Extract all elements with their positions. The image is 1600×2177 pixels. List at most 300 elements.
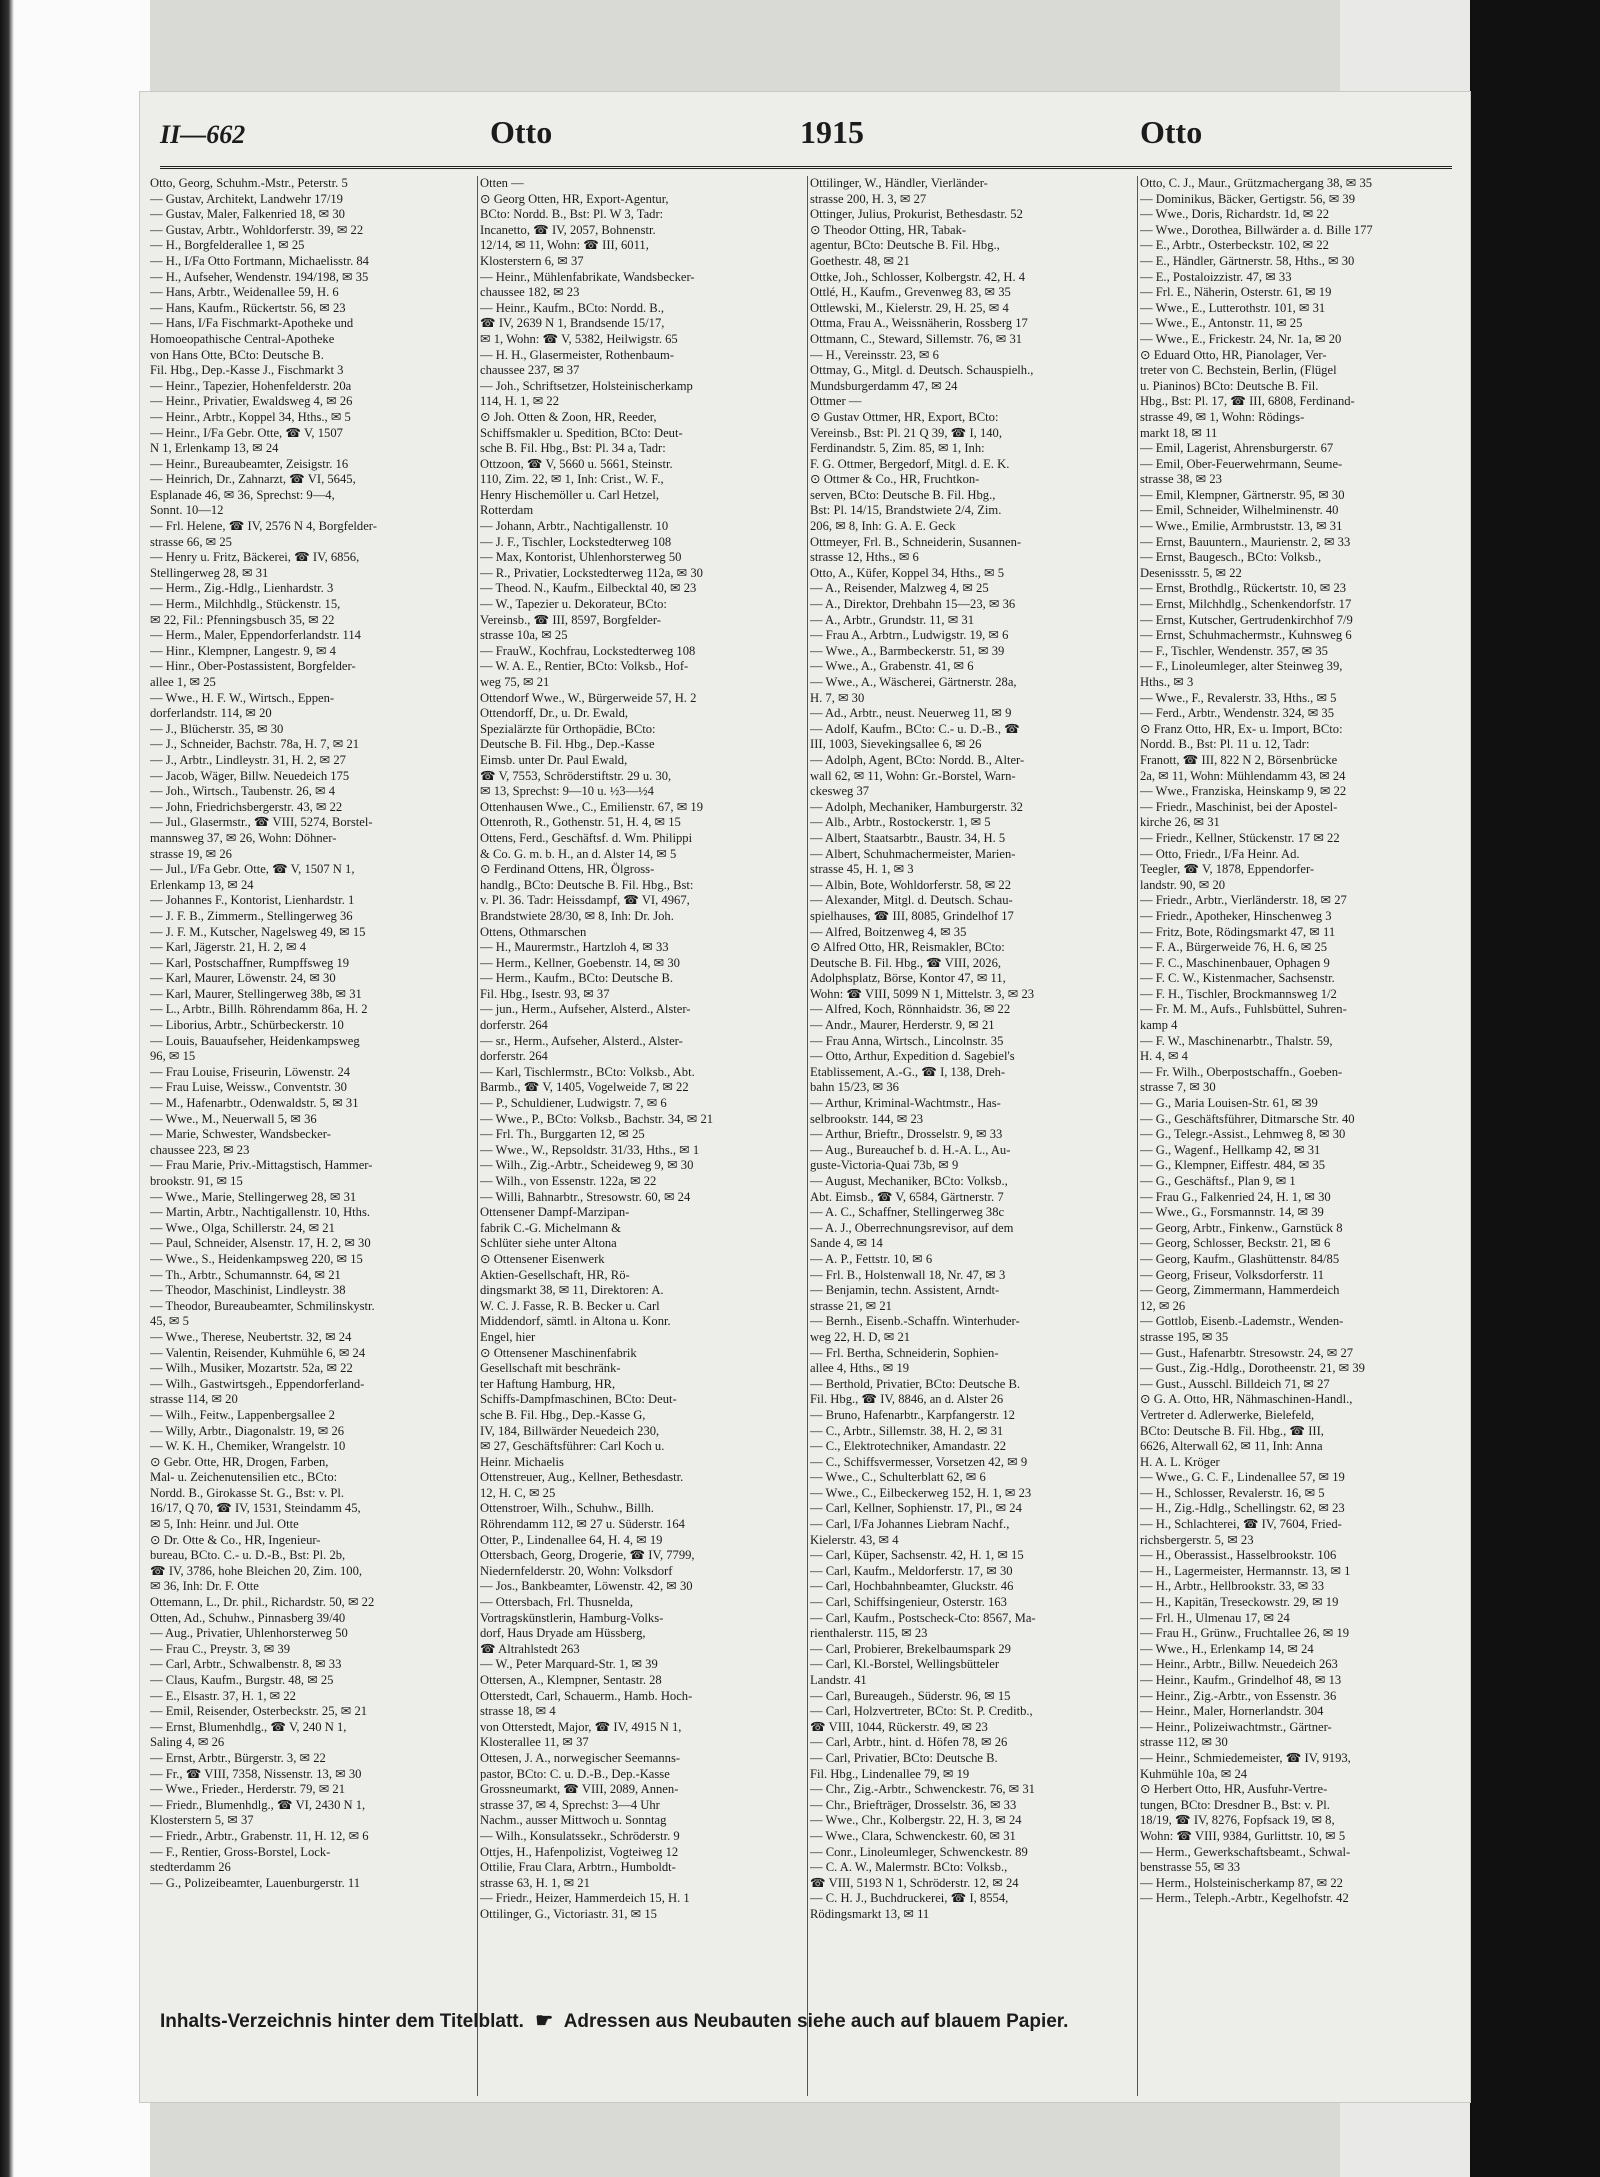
directory-entry-line: Middendorf, sämtl. in Altona u. Konr. — [480, 1314, 671, 1329]
directory-entry-line: — Heinr., Zig.-Arbtr., von Essenstr. 36 — [1140, 1688, 1337, 1703]
directory-entry-line: strasse 37, ✉ 4, Sprechst: 3—4 Uhr — [480, 1797, 660, 1812]
directory-entry-line: 206, ✉ 8, Inh: G. A. E. Geck — [810, 519, 956, 534]
directory-entry-line: tungen, BCto: Dresdner B., Bst: v. Pl. — [1140, 1797, 1330, 1812]
directory-entry-line: — Adolf, Kaufm., BCto: C.- u. D.-B., ☎ — [810, 721, 1020, 736]
directory-entry-line: — Karl, Tischlermstr., BCto: Volksb., Abt. — [480, 1064, 695, 1079]
directory-entry-line: — Herm., Zig.-Hdlg., Lienhardstr. 3 — [150, 581, 334, 596]
directory-entry-line: Spezialärzte für Orthopädie, BCto: — [480, 721, 656, 736]
directory-entry-line: — Aug., Privatier, Uhlenhorsterweg 50 — [150, 1626, 348, 1641]
directory-entry-line: Klosterallee 11, ✉ 37 — [480, 1735, 589, 1750]
directory-entry-line: — Heinr., I/Fa Gebr. Otte, ☎ V, 1507 — [150, 425, 343, 440]
directory-entry-line: Erlenkamp 13, ✉ 24 — [150, 877, 254, 892]
directory-entry-line: — Gustav, Architekt, Landwehr 17/19 — [150, 191, 343, 206]
directory-entry-line: — Theod. N., Kaufm., Eilbecktal 40, ✉ 23 — [480, 581, 697, 596]
footer-left-text: Inhalts-Verzeichnis hinter dem Titelblatt. — [160, 2011, 524, 2032]
directory-entry-line: stedterdamm 26 — [150, 1860, 231, 1875]
directory-entry-line: Niedernfelderstr. 20, Wohn: Volksdorf — [480, 1563, 673, 1578]
directory-entry-line: — Carl, Probierer, Brekelbaumspark 29 — [810, 1641, 1011, 1656]
directory-entry-line: Ottjes, H., Hafenpolizist, Vogteiweg 12 — [480, 1844, 679, 1859]
directory-entry-line: — Gustav, Arbtr., Wohldorferstr. 39, ✉ 22 — [150, 222, 364, 237]
directory-entry-line: ⊙ Theodor Otting, HR, Tabak- — [810, 222, 967, 237]
directory-entry-line: — Claus, Kaufm., Burgstr. 48, ✉ 25 — [150, 1673, 334, 1687]
directory-entry-line: strasse 66, ✉ 25 — [150, 534, 232, 549]
directory-entry-line: allee 1, ✉ 25 — [150, 675, 216, 689]
directory-entry-line: Fil. Hbg., Lindenallee 79, ✉ 19 — [810, 1766, 970, 1781]
header-name-left: Otto — [490, 114, 553, 150]
directory-entry-line: handlg., BCto: Deutsche B. Fil. Hbg., Bst: — [480, 877, 694, 892]
directory-entry-line: Klosterstern 6, ✉ 37 — [480, 253, 584, 268]
directory-entry-line: strasse 19, ✉ 26 — [150, 846, 232, 861]
directory-entry-line: treter von C. Bechstein, Berlin, (Flügel — [1140, 363, 1337, 378]
directory-entry-line: — Theodor, Maschinist, Lindleystr. 38 — [150, 1283, 346, 1298]
directory-entry-line: — jun., Herm., Aufseher, Alsterd., Alster- — [480, 1002, 691, 1017]
directory-entry-line: — Gust., Hafenarbtr. Stresowstr. 24, ✉ 27 — [1140, 1345, 1354, 1360]
directory-entry-line: — Paul, Schneider, Alsenstr. 17, H. 2, ✉ 30 — [150, 1236, 371, 1251]
directory-entry-line: — G., Telegr.-Assist., Lehmweg 8, ✉ 30 — [1140, 1127, 1346, 1142]
directory-entry-line: — F., Tischler, Wendenstr. 357, ✉ 35 — [1140, 643, 1328, 658]
directory-entry-line: — F. C., Maschinenbauer, Ophagen 9 — [1140, 955, 1330, 970]
directory-entry-line: — Karl, Maurer, Löwenstr. 24, ✉ 30 — [150, 971, 336, 986]
directory-entry-line: — Bruno, Hafenarbtr., Karpfangerstr. 12 — [810, 1407, 1015, 1422]
directory-entry-line: — Frau G., Falkenried 24, H. 1, ✉ 30 — [1140, 1189, 1331, 1204]
book-spine-shadow — [0, 0, 14, 2177]
directory-entry-line: Goethestr. 48, ✉ 21 — [810, 253, 910, 268]
directory-entry-line: — C., Arbtr., Sillemstr. 38, H. 2, ✉ 31 — [810, 1423, 1004, 1438]
directory-entry-line: — Frau Louise, Friseurin, Löwenstr. 24 — [150, 1064, 351, 1079]
directory-entry-line: Saling 4, ✉ 26 — [150, 1735, 225, 1750]
directory-entry-line: — Arthur, Brieftr., Drosselstr. 9, ✉ 33 — [810, 1127, 1003, 1142]
directory-entry-line: Esplanade 46, ✉ 36, Sprechst: 9—4, — [150, 487, 335, 502]
directory-entry-line: ✉ 36, Inh: Dr. F. Otte — [150, 1579, 259, 1594]
directory-entry-line: — Frau Anna, Wirtsch., Lincolnstr. 35 — [810, 1033, 1004, 1048]
directory-entry-line: — Th., Arbtr., Schumannstr. 64, ✉ 21 — [150, 1267, 341, 1282]
directory-entry-line: Nordd. B., Bst: Pl. 11 u. 12, Tadr: — [1140, 737, 1310, 752]
directory-entry-line: — H., Oberassist., Hasselbrookstr. 106 — [1140, 1548, 1337, 1563]
directory-entry-line: — Ernst, Milchhdlg., Schenkendorfstr. 17 — [1140, 597, 1352, 612]
directory-entry-line: Ottenstreuer, Aug., Kellner, Bethesdastr. — [480, 1470, 684, 1485]
directory-entry-line: strasse 112, ✉ 30 — [1140, 1735, 1228, 1750]
directory-entry-line: Gesellschaft mit beschränk- — [480, 1361, 621, 1376]
directory-entry-line: Ottendorf Wwe., W., Bürgerweide 57, H. 2 — [480, 690, 697, 705]
directory-entry-line: — Wwe., G. C. F., Lindenallee 57, ✉ 19 — [1140, 1470, 1345, 1485]
directory-entry-line: strasse 7, ✉ 30 — [1140, 1080, 1216, 1095]
directory-entry-line: chaussee 182, ✉ 23 — [480, 285, 580, 300]
directory-entry-line: — Marie, Schwester, Wandsbecker- — [150, 1127, 331, 1142]
directory-entry-line: markt 18, ✉ 11 — [1140, 425, 1218, 440]
directory-entry-line: F. G. Ottmer, Bergedorf, Mitgl. d. E. K. — [810, 456, 1010, 471]
directory-entry-line: — Willi, Bahnarbtr., Stresowstr. 60, ✉ 24 — [480, 1189, 691, 1204]
directory-entry-line: — L., Arbtr., Billh. Röhrendamm 86a, H. 2 — [150, 1002, 368, 1017]
footer-right-text: Adressen aus Neubauten siehe auch auf blauem Papier. — [563, 2011, 1069, 2032]
directory-entry-line: 12, ✉ 26 — [1140, 1298, 1186, 1313]
directory-entry-line: landstr. 90, ✉ 20 — [1140, 877, 1226, 892]
directory-entry-line: — Georg, Friseur, Volksdorferstr. 11 — [1140, 1267, 1325, 1282]
directory-entry-line: Fil. Hbg., Isestr. 93, ✉ 37 — [480, 986, 610, 1001]
directory-entry-line: & Co. G. m. b. H., an d. Alster 14, ✉ 5 — [480, 846, 677, 861]
directory-entry-line: ✉ 22, Fil.: Pfenningsbusch 35, ✉ 22 — [150, 612, 335, 627]
directory-entry-line: 18/19, ☎ IV, 8276, Fopfsack 19, ✉ 8, — [1140, 1813, 1335, 1828]
directory-entry-line: — Willy, Arbtr., Diagonalstr. 19, ✉ 26 — [150, 1423, 345, 1438]
directory-entry-line: Teegler, ☎ V, 1878, Eppendorfer- — [1140, 862, 1315, 877]
directory-entry-line: — Heinr., Kaufm., Grindelhof 48, ✉ 13 — [1140, 1673, 1342, 1687]
directory-entry-line: Ottmeyer, Frl. B., Schneiderin, Susannen- — [810, 534, 1022, 549]
directory-entry-line: Henry Hischemöller u. Carl Hetzel, — [480, 487, 660, 502]
directory-entry-line: — J., Schneider, Bachstr. 78a, H. 7, ✉ 21 — [150, 737, 360, 752]
directory-entry-line: — Wwe., C., Eilbeckerweg 152, H. 1, ✉ 23 — [810, 1485, 1032, 1500]
directory-entry-line: — Joh., Wirtsch., Taubenstr. 26, ✉ 4 — [150, 784, 336, 799]
directory-entry-line: — Wwe., Frieder., Herderstr. 79, ✉ 21 — [150, 1782, 345, 1797]
directory-entry-line: ⊙ Herbert Otto, HR, Ausfuhr-Vertre- — [1140, 1782, 1328, 1797]
directory-entry-line: Ottensener Dampf-Marzipan- — [480, 1205, 630, 1220]
directory-entry-line: — Jul., I/Fa Gebr. Otte, ☎ V, 1507 N 1, — [150, 862, 355, 877]
directory-entry-line: ⊙ Ottensener Eisenwerk — [480, 1251, 605, 1266]
directory-entry-line: — Frau H., Grünw., Fruchtallee 26, ✉ 19 — [1140, 1626, 1350, 1641]
directory-entry-line: Otterstedt, Carl, Schauerm., Hamb. Hoch- — [480, 1688, 693, 1703]
directory-entry-line: Ottesen, J. A., norwegischer Seemanns- — [480, 1750, 681, 1765]
directory-entry-line: Sonnt. 10—12 — [150, 503, 224, 518]
directory-entry-line: Otten, Ad., Schuhw., Pinnasberg 39/40 — [150, 1610, 346, 1625]
directory-entry-line: Ottersen, A., Klempner, Sentastr. 28 — [480, 1673, 662, 1687]
directory-entry-line: — Carl, Schiffsingenieur, Osterstr. 163 — [810, 1595, 1007, 1610]
directory-entry-line: — Wwe., Clara, Schwenckestr. 60, ✉ 31 — [810, 1828, 1016, 1843]
directory-entry-line: Deutsche B. Fil. Hbg., ☎ VIII, 2026, — [810, 955, 1002, 970]
directory-entry-line: Abt. Eimsb., ☎ V, 6584, Gärtnerstr. 7 — [810, 1189, 1004, 1204]
directory-entry-line: — J., Arbtr., Lindleystr. 31, H. 2, ✉ 27 — [150, 752, 346, 767]
scanner-dark-edge — [1470, 0, 1600, 2177]
directory-entry-line: — E., Elsastr. 37, H. 1, ✉ 22 — [150, 1688, 296, 1703]
directory-entry-line: v. Pl. 36. Tadr: Heissdampf, ☎ VI, 4967, — [480, 893, 690, 908]
directory-entry-line: — Jos., Bankbeamter, Löwenstr. 42, ✉ 30 — [480, 1579, 693, 1594]
directory-entry-line: — sr., Herm., Aufseher, Alsterd., Alster- — [480, 1033, 683, 1048]
directory-entry-line: — Fritz, Bote, Rödingsmarkt 47, ✉ 11 — [1140, 924, 1336, 939]
directory-entry-line: — C. H. J., Buchdruckerei, ☎ I, 8554, — [810, 1891, 1009, 1906]
directory-entry-line: Ottma, Frau A., Weissnäherin, Rossberg 17 — [810, 316, 1028, 331]
directory-entry-line: — G., Maria Louisen-Str. 61, ✉ 39 — [1140, 1096, 1318, 1111]
directory-entry-line: — W. A. E., Rentier, BCto: Volksb., Hof- — [480, 659, 689, 674]
directory-entry-line: — Heinr., Maler, Hornerlandstr. 304 — [1140, 1704, 1324, 1719]
directory-entry-line: wall 62, ✉ 11, Wohn: Gr.-Borstel, Warn- — [810, 768, 1016, 783]
directory-entry-line: — Wwe., P., BCto: Volksb., Bachstr. 34, ✉ 21 — [480, 1111, 714, 1126]
directory-entry-line: — Fr. M. M., Aufs., Fuhlsbüttel, Suhren- — [1140, 1002, 1347, 1017]
directory-entry-line: Klosterstern 5, ✉ 37 — [150, 1813, 254, 1828]
directory-entry-line: — Carl, Privatier, BCto: Deutsche B. — [810, 1750, 998, 1765]
directory-entry-line: — Herm., Holsteinischerkamp 87, ✉ 22 — [1140, 1875, 1343, 1890]
directory-entry-line: — Albin, Bote, Wohldorferstr. 58, ✉ 22 — [810, 877, 1012, 892]
directory-entry-line: — Heinr., Privatier, Ewaldsweg 4, ✉ 26 — [150, 394, 353, 409]
directory-entry-line: 12/14, ✉ 11, Wohn: ☎ III, 6011, — [480, 238, 649, 253]
directory-entry-line: — Gust., Zig.-Hdlg., Dorotheenstr. 21, ✉ 39 — [1140, 1361, 1365, 1376]
directory-entry-line: IV, 184, Billwärder Neuedeich 230, — [480, 1423, 660, 1438]
directory-entry-line: — Louis, Bauaufseher, Heidenkampsweg — [150, 1033, 360, 1048]
directory-entry-line: H. 4, ✉ 4 — [1140, 1049, 1188, 1064]
directory-entry-line: ⊙ Alfred Otto, HR, Reismakler, BCto: — [810, 940, 1005, 955]
directory-entry-line: — Wilh., Zig.-Arbtr., Scheideweg 9, ✉ 30 — [480, 1158, 694, 1173]
directory-entry-line: — Gottlob, Eisenb.-Lademstr., Wenden- — [1140, 1314, 1344, 1329]
directory-entry-line: Fil. Hbg., ☎ IV, 8846, an d. Alster 26 — [810, 1392, 1004, 1407]
directory-entry-line: Röhrendamm 112, ✉ 27 u. Süderstr. 164 — [480, 1517, 685, 1532]
column-3 — [810, 176, 1138, 2096]
directory-entry-line: Ottersbach, Georg, Drogerie, ☎ IV, 7799, — [480, 1548, 695, 1563]
directory-entry-line: — Johannes F., Kontorist, Lienhardstr. 1 — [150, 893, 355, 908]
directory-entry-line: BCto: Nordd. B., Bst: Pl. W 3, Tadr: — [480, 207, 664, 222]
directory-entry-line: — Ferd., Arbtr., Wendenstr. 324, ✉ 35 — [1140, 706, 1335, 721]
directory-entry-line: Ottenroth, R., Gothenstr. 51, H. 4, ✉ 15 — [480, 815, 681, 830]
directory-entry-line: — Herm., Maler, Eppendorferlandstr. 114 — [150, 628, 361, 643]
directory-entry-line: guste-Victoria-Quai 73b, ✉ 9 — [810, 1158, 959, 1173]
directory-entry-line: — Wilh., Gastwirtsgeh., Eppendorferland- — [150, 1376, 365, 1391]
directory-entry-line: — Wwe., Franziska, Heinskamp 9, ✉ 22 — [1140, 784, 1347, 799]
directory-entry-line: — Frl. E., Näherin, Osterstr. 61, ✉ 19 — [1140, 285, 1332, 300]
directory-entry-line: — Frau C., Preystr. 3, ✉ 39 — [150, 1641, 290, 1656]
directory-entry-line: — Adolph, Mechaniker, Hamburgerstr. 32 — [810, 799, 1023, 814]
directory-entry-line: Ottke, Joh., Schlosser, Kolbergstr. 42, H. 4 — [810, 269, 1026, 284]
directory-entry-line: serven, BCto: Deutsche B. Fil. Hbg., — [810, 487, 996, 502]
directory-entry-line: Hbg., Bst: Pl. 17, ☎ III, 6808, Ferdinand- — [1140, 394, 1355, 409]
directory-entry-line: ✉ 1, Wohn: ☎ V, 5382, Heilwigstr. 65 — [480, 331, 678, 346]
directory-entry-line: — Georg, Arbtr., Finkenw., Garnstück 8 — [1140, 1220, 1343, 1235]
directory-entry-line: — Frl. Th., Burggarten 12, ✉ 25 — [480, 1127, 645, 1142]
directory-entry-line: Deutsche B. Fil. Hbg., Dep.-Kasse — [480, 737, 655, 752]
directory-entry-line: Ottendorff, Dr., u. Dr. Ewald, — [480, 706, 629, 721]
directory-entry-line: — Emil, Schneider, Wilhelminenstr. 40 — [1140, 503, 1339, 518]
directory-entry-line: — H., I/Fa Otto Fortmann, Michaelisstr. 84 — [150, 253, 369, 268]
directory-entry-line: — Frl. Bertha, Schneiderin, Sophien- — [810, 1345, 999, 1360]
directory-entry-line: Otten — — [480, 176, 524, 190]
directory-entry-line: fabrik C.-G. Michelmann & — [480, 1220, 621, 1235]
directory-entry-line: strasse 18, ✉ 4 — [480, 1704, 556, 1719]
directory-entry-line: — Frau Luise, Weissw., Conventstr. 30 — [150, 1080, 347, 1095]
directory-entry-line: — Wwe., W., Repsoldstr. 31/33, Hths., ✉ 1 — [480, 1142, 700, 1157]
directory-entry-line: brookstr. 91, ✉ 15 — [150, 1174, 243, 1188]
directory-entry-line: 2a, ✉ 11, Wohn: Mühlendamm 43, ✉ 24 — [1140, 768, 1346, 783]
directory-entry-line: chaussee 237, ✉ 37 — [480, 363, 580, 378]
directory-entry-line: kirche 26, ✉ 31 — [1140, 815, 1220, 830]
directory-entry-line: ckesweg 37 — [810, 784, 870, 799]
directory-entry-line: — Andr., Maurer, Herderstr. 9, ✉ 21 — [810, 1018, 995, 1033]
directory-entry-line: — H., Borgfelderallee 1, ✉ 25 — [150, 238, 305, 253]
directory-entry-line: — Friedr., Arbtr., Grabenstr. 11, H. 12, ✉ 6 — [150, 1828, 369, 1843]
directory-entry-line: — C., Elektrotechniker, Amandastr. 22 — [810, 1439, 1007, 1454]
directory-entry-line: Landstr. 41 — [810, 1673, 867, 1687]
directory-entry-line: — Friedr., Arbtr., Vierländerstr. 18, ✉ 27 — [1140, 893, 1347, 908]
directory-entry-line: — Herm., Teleph.-Arbtr., Kegelhofstr. 42 — [1140, 1891, 1349, 1906]
directory-entry-line: — Martin, Arbtr., Nachtigallenstr. 10, Hths. — [150, 1205, 371, 1220]
directory-entry-line: — Alfred, Koch, Rönnhaidstr. 36, ✉ 22 — [810, 1002, 1011, 1017]
directory-entry-line: — Hans, Kaufm., Rückertstr. 56, ✉ 23 — [150, 300, 346, 315]
directory-entry-line: — Ad., Arbtr., neust. Neuerweg 11, ✉ 9 — [810, 706, 1012, 721]
directory-entry-line: dorferstr. 264 — [480, 1049, 548, 1064]
directory-entry-line: Mal- u. Zeichenutensilien etc., BCto: — [150, 1470, 338, 1485]
directory-entry-line: ☎ IV, 2639 N 1, Brandsende 15/17, — [480, 316, 665, 331]
directory-entry-line: — Herm., Milchhdlg., Stückenstr. 15, — [150, 597, 341, 612]
directory-entry-line: — Herm., Gewerkschaftsbeamt., Schwal- — [1140, 1844, 1351, 1859]
directory-entry-line: Rotterdam — [480, 503, 534, 518]
directory-entry-line: Desenissstr. 5, ✉ 22 — [1140, 565, 1242, 580]
directory-entry-line: — R., Privatier, Lockstedterweg 112a, ✉ 30 — [480, 565, 703, 580]
directory-entry-line: 6626, Alterwall 62, ✉ 11, Inh: Anna — [1140, 1439, 1323, 1454]
directory-entry-line: Ottilie, Frau Clara, Arbtrn., Humboldt- — [480, 1860, 676, 1875]
directory-entry-line: Kielerstr. 43, ✉ 4 — [810, 1532, 899, 1547]
directory-entry-line: — Gust., Ausschl. Billdeich 71, ✉ 27 — [1140, 1376, 1330, 1391]
directory-entry-line: — Karl, Maurer, Stellingerweg 38b, ✉ 31 — [150, 986, 362, 1001]
directory-entry-line: sche B. Fil. Hbg., Dep.-Kasse G, — [480, 1407, 646, 1422]
directory-entry-line: Vortragskünstlerin, Hamburg-Volks- — [480, 1610, 664, 1625]
directory-entry-line: BCto: Deutsche B. Fil. Hbg., ☎ III, — [1140, 1423, 1324, 1438]
directory-entry-line: — M., Hafenarbtr., Odenwaldstr. 5, ✉ 31 — [150, 1096, 359, 1111]
directory-entry-line: Ottinger, Julius, Prokurist, Bethesdastr. 52 — [810, 207, 1023, 222]
scan-left-margin — [0, 0, 150, 2177]
directory-entry-line: Otter, P., Lindenallee 64, H. 4, ✉ 19 — [480, 1532, 663, 1547]
directory-entry-line: — J. F., Tischler, Lockstedterweg 108 — [480, 534, 672, 549]
directory-entry-line: — Carl, Kaufm., Meldorferstr. 17, ✉ 30 — [810, 1563, 1013, 1578]
directory-entry-line: — F., Rentier, Gross-Borstel, Lock- — [150, 1844, 331, 1859]
directory-entry-line: — Heinr., Kaufm., BCto: Nordd. B., — [480, 300, 664, 315]
directory-entry-line: — Otto, Friedr., I/Fa Heinr. Ad. — [1140, 846, 1300, 861]
directory-entry-line: Franott, ☎ III, 822 N 2, Börsenbrücke — [1140, 752, 1338, 767]
directory-entry-line: — Ernst, Arbtr., Bürgerstr. 3, ✉ 22 — [150, 1750, 326, 1765]
directory-entry-line: richsbergerstr. 5, ✉ 23 — [1140, 1532, 1254, 1547]
directory-entry-line: — Heinr., Schmiedemeister, ☎ IV, 9193, — [1140, 1750, 1351, 1765]
directory-entry-line: kamp 4 — [1140, 1018, 1178, 1033]
directory-entry-line: Ottens, Othmarschen — [480, 924, 587, 939]
directory-entry-line: — C. A. W., Malermstr. BCto: Volksb., — [810, 1860, 1008, 1875]
directory-entry-line: Etablissement, A.-G., ☎ I, 138, Dreh- — [810, 1064, 1006, 1079]
directory-entry-line: — J. F. M., Kutscher, Nagelsweg 49, ✉ 15 — [150, 924, 366, 939]
directory-entry-line: — Friedr., Maschinist, bei der Apostel- — [1140, 799, 1338, 814]
directory-entry-line: Ottenstroer, Wilh., Schuhw., Billh. — [480, 1501, 654, 1516]
directory-entry-line: — Chr., Zig.-Arbtr., Schwenckestr. 76, ✉ 31 — [810, 1782, 1035, 1797]
directory-entry-line: — Wwe., Dorothea, Billwärder a. d. Bille 177 — [1140, 222, 1373, 237]
directory-entry-line: ⊙ Gustav Ottmer, HR, Export, BCto: — [810, 409, 999, 424]
directory-entry-line: weg 75, ✉ 21 — [480, 675, 550, 689]
directory-entry-line: — F. W., Maschinenarbtr., Thalstr. 59, — [1140, 1033, 1333, 1048]
header-rule — [160, 166, 1452, 169]
directory-entry-line: — Heinr., Bureaubeamter, Zeisigstr. 16 — [150, 456, 349, 471]
directory-entry-line: — P., Schuldiener, Ludwigstr. 7, ✉ 6 — [480, 1096, 667, 1111]
directory-entry-line: Schiffsmakler u. Spedition, BCto: Deut- — [480, 425, 683, 440]
directory-entry-line: Nordd. B., Girokasse St. G., Bst: v. Pl. — [150, 1485, 345, 1500]
directory-entry-line: dorferstr. 264 — [480, 1018, 548, 1033]
directory-entry-line: ☎ IV, 3786, hohe Bleichen 20, Zim. 100, — [150, 1563, 363, 1578]
directory-entry-line: — Wwe., A., Wäscherei, Gärtnerstr. 28a, — [810, 675, 1017, 689]
directory-entry-line: — G., Klempner, Eiffestr. 484, ✉ 35 — [1140, 1158, 1326, 1173]
directory-entry-line: Bst: Pl. 14/15, Brandstwiete 2/4, Zim. — [810, 503, 1002, 518]
directory-entry-line: strasse 38, ✉ 23 — [1140, 472, 1222, 487]
directory-entry-line: — H., Lagermeister, Hermannstr. 13, ✉ 1 — [1140, 1563, 1351, 1578]
directory-entry-line: — Heinrich, Dr., Zahnarzt, ☎ VI, 5645, — [150, 472, 356, 487]
directory-entry-line: 45, ✉ 5 — [150, 1314, 189, 1329]
directory-page — [140, 92, 1470, 2102]
directory-entry-line: — John, Friedrichsbergerstr. 43, ✉ 22 — [150, 799, 343, 814]
directory-entry-line: — Wwe., Doris, Richardstr. 1d, ✉ 22 — [1140, 207, 1330, 222]
directory-entry-line: — H. H., Glasermeister, Rothenbaum- — [480, 347, 674, 362]
directory-entry-line: — Carl, I/Fa Johannes Liebram Nachf., — [810, 1517, 1010, 1532]
directory-entry-line: ☎ Altrahlstedt 263 — [480, 1641, 580, 1656]
directory-entry-line: — Carl, Arbtr., hint. d. Höfen 78, ✉ 26 — [810, 1735, 1008, 1750]
directory-entry-line: — Carl, Kl.-Borstel, Wellingsbütteler — [810, 1657, 1000, 1672]
directory-entry-line: — Herm., Kellner, Goebenstr. 14, ✉ 30 — [480, 955, 680, 970]
directory-entry-line: — F., Linoleumleger, alter Steinweg 39, — [1140, 659, 1343, 674]
directory-entry-line: — Wwe., Olga, Schillerstr. 24, ✉ 21 — [150, 1220, 335, 1235]
directory-entry-line: — F. H., Tischler, Brockmannsweg 1/2 — [1140, 986, 1337, 1001]
directory-entry-line: Ottmer — — [810, 394, 862, 409]
directory-entry-line: — A. J., Oberrechnungsrevisor, auf dem — [810, 1220, 1014, 1235]
directory-entry-line: Wohn: ☎ VIII, 9384, Gurlittstr. 10, ✉ 5 — [1140, 1828, 1346, 1843]
directory-entry-line: Homoeopathische Central-Apotheke — [150, 331, 335, 346]
directory-entry-line: agentur, BCto: Deutsche B. Fil. Hbg., — [810, 238, 1000, 253]
directory-entry-line: — Friedr., Heizer, Hammerdeich 15, H. 1 — [480, 1891, 690, 1906]
directory-entry-line: — Ernst, Baugesch., BCto: Volksb., — [1140, 550, 1322, 565]
directory-entry-line: Kuhmühle 10a, ✉ 24 — [1140, 1766, 1248, 1781]
directory-entry-line: ⊙ Joh. Otten & Zoon, HR, Reeder, — [480, 409, 657, 424]
directory-entry-line: — Theodor, Bureaubeamter, Schmilinskystr. — [150, 1298, 375, 1313]
directory-entry-line: — E., Händler, Gärtnerstr. 58, Hths., ✉ 30 — [1140, 253, 1355, 268]
directory-entry-line: Otto, A., Küfer, Koppel 34, Hths., ✉ 5 — [810, 565, 1005, 580]
directory-entry-line: selbrookstr. 144, ✉ 23 — [810, 1111, 924, 1126]
directory-entry-line: — W., Peter Marquard-Str. 1, ✉ 39 — [480, 1657, 658, 1672]
directory-entry-line: — Dominikus, Bäcker, Gertigstr. 56, ✉ 39 — [1140, 191, 1356, 206]
directory-entry-line: Incanetto, ☎ IV, 2057, Bohnenstr. — [480, 222, 656, 237]
directory-entry-line: weg 22, H. D, ✉ 21 — [810, 1329, 911, 1344]
directory-entry-line: — Emil, Klempner, Gärtnerstr. 95, ✉ 30 — [1140, 487, 1345, 502]
directory-entry-line: chaussee 223, ✉ 23 — [150, 1142, 250, 1157]
directory-entry-line: — Heinr., Polizeiwachtmstr., Gärtner- — [1140, 1719, 1332, 1734]
directory-entry-line: — Ernst, Schuhmachermstr., Kuhnsweg 6 — [1140, 628, 1352, 643]
directory-entry-line: pastor, BCto: C. u. D.-B., Dep.-Kasse — [480, 1766, 670, 1781]
directory-entry-line: — Fr., ☎ VIII, 7358, Nissenstr. 13, ✉ 30 — [150, 1766, 362, 1781]
directory-entry-line: — Emil, Lagerist, Ahrensburgerstr. 67 — [1140, 441, 1334, 456]
directory-entry-line: — Heinr., Arbtr., Koppel 34, Hths., ✉ 5 — [150, 409, 351, 424]
directory-entry-line: — Jul., Glasermstr., ☎ VIII, 5274, Borstel- — [150, 815, 373, 830]
directory-entry-line: Ottmann, C., Steward, Sillemstr. 76, ✉ 31 — [810, 331, 1023, 346]
directory-entry-line: Vertreter d. Adlerwerke, Bielefeld, — [1140, 1407, 1315, 1422]
page-footer — [160, 2008, 1452, 2038]
directory-entry-line: — Herm., Kaufm., BCto: Deutsche B. — [480, 971, 674, 986]
directory-entry-line: Ferdinandstr. 5, Zim. 85, ✉ 1, Inh: — [810, 441, 985, 456]
directory-entry-line: — Ernst, Kutscher, Gertrudenkirchhof 7/9 — [1140, 612, 1353, 627]
directory-entry-line: — Frau A., Arbtrn., Ludwigstr. 19, ✉ 6 — [810, 628, 1009, 643]
directory-entry-line: Otto, C. J., Maur., Grützmachergang 38, ✉ 35 — [1140, 176, 1373, 190]
directory-entry-line: ✉ 13, Sprechst: 9—10 u. ½3—½4 — [480, 784, 654, 799]
directory-entry-line: Grossneumarkt, ☎ VIII, 2089, Annen- — [480, 1782, 679, 1797]
directory-entry-line: — Frau Marie, Priv.-Mittagstisch, Hammer- — [150, 1158, 373, 1173]
directory-entry-line: — Wwe., F., Revalerstr. 33, Hths., ✉ 5 — [1140, 690, 1337, 705]
directory-entry-line: — Heinr., Arbtr., Billw. Neuedeich 263 — [1140, 1657, 1338, 1672]
directory-entry-line: — F. A., Bürgerweide 76, H. 6, ✉ 25 — [1140, 940, 1328, 955]
directory-entry-line: — W. K. H., Chemiker, Wrangelstr. 10 — [150, 1439, 346, 1454]
directory-entry-line: strasse 45, H. 1, ✉ 3 — [810, 862, 914, 877]
directory-entry-line: strasse 114, ✉ 20 — [150, 1392, 238, 1407]
directory-entry-line: — Wwe., G., Forsmannstr. 14, ✉ 39 — [1140, 1205, 1324, 1220]
directory-entry-line: Vereinsb., ☎ III, 8597, Borgfelder- — [480, 612, 661, 627]
directory-entry-line: — Carl, Hochbahnbeamter, Gluckstr. 46 — [810, 1579, 1014, 1594]
directory-entry-line: Hths., ✉ 3 — [1140, 675, 1194, 689]
directory-entry-line: — Valentin, Reisender, Kuhmühle 6, ✉ 24 — [150, 1345, 366, 1360]
directory-entry-line: — H., Arbtr., Hellbrookstr. 33, ✉ 33 — [1140, 1579, 1325, 1594]
directory-entry-line: — Benjamin, techn. Assistent, Arndt- — [810, 1283, 1000, 1298]
directory-entry-line: bureau, BCto. C.- u. D.-B., Bst: Pl. 2b, — [150, 1548, 346, 1563]
directory-entry-line: sche B. Fil. Hbg., Bst: Pl. 34 a, Tadr: — [480, 441, 666, 456]
directory-entry-line: — Wwe., C., Schulterblatt 62, ✉ 6 — [810, 1470, 986, 1485]
directory-entry-line: — Albert, Schuhmachermeister, Marien- — [810, 846, 1016, 861]
directory-entry-line: strasse 195, ✉ 35 — [1140, 1329, 1229, 1344]
directory-entry-line: — A. P., Fettstr. 10, ✉ 6 — [810, 1251, 933, 1266]
directory-entry-line: — Emil, Ober-Feuerwehrmann, Seume- — [1140, 456, 1343, 471]
directory-entry-line: — Ottersbach, Frl. Thusnelda, — [480, 1595, 633, 1610]
directory-entry-line: — Hinr., Ober-Postassistent, Borgfelder- — [150, 659, 356, 674]
directory-entry-line: 16/17, Q 70, ☎ IV, 1531, Steindamm 45, — [150, 1501, 361, 1516]
directory-entry-line: strasse 21, ✉ 21 — [810, 1298, 892, 1313]
